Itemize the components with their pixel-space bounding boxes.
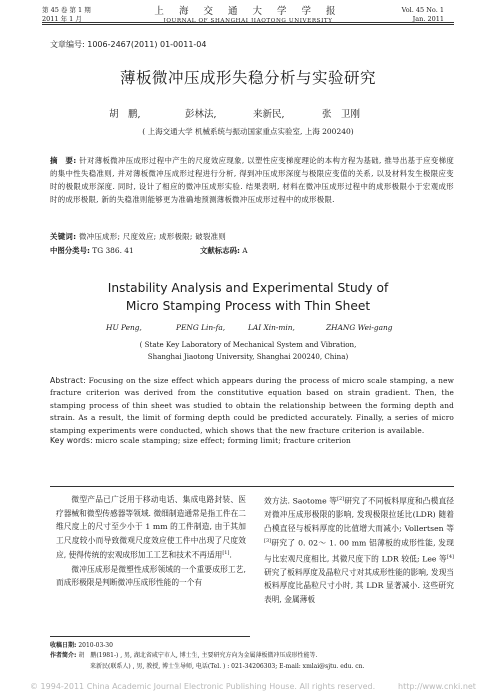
author-bio-label: 作者简介: bbox=[50, 652, 77, 660]
copyright-text: © 1994-2011 China Academic Journal Electronic Publishing House. All rights reserved. bbox=[30, 682, 376, 691]
header-date-cn: 2011 年 1 月 bbox=[42, 14, 82, 23]
keywords-cn bbox=[50, 231, 226, 242]
body-text: 微型产品已广泛用于移动电话、集成电路封装、医疗器械和微型传感器等领域. 微细制造通常是指工件在二维尺度上的尺寸至少小于 1 mm 的工件制造, 由于其加工尺度较小而导致微观尺度效应使工件中出现了尺度效应, 使得传统的宏观成形加工工艺和技术不再适用 bbox=[56, 495, 246, 560]
abstract-cn bbox=[50, 154, 454, 206]
abstract-label-cn: 摘 要: bbox=[50, 156, 77, 165]
abstract-text-cn: 针对薄板微冲压成形过程中产生的尺度效应现象, 以塑性应变梯度理论的本构方程为基础, 推导出基于应变梯度的集中性失稳准则, 并对薄板微冲压成形过程进行分析, 得到冲压成形深度与极限应变值的关系, 以及材料发生极限应变时的极限成形深度. 同时, 设计了相应的微冲压成形实验. 结果表明, 材料在微冲压成形过程中的成形极限小于宏观成形时的成形极限, 新的失稳准则能够更为准确地预测薄板微冲压成形过程中的成形极限. bbox=[50, 156, 455, 204]
author-bio bbox=[50, 651, 454, 661]
body-paragraph bbox=[264, 493, 454, 606]
title-en-line1: Instability Analysis and Experimental Study of bbox=[107, 281, 389, 295]
header-volume-cn bbox=[42, 6, 91, 23]
journal-name-en: JOURNAL OF SHANGHAI JIAOTONG UNIVERSITY bbox=[163, 18, 333, 24]
abstract-en bbox=[50, 375, 454, 437]
author-cn: 来新民, bbox=[253, 109, 285, 120]
body-text: 研究了不同板料厚度和凸模直径对微冲压成形极限的影响, 发现极限拉延比(LDR) 随着凸模直径与板料厚度的比值增大而减小; Vollertsen 等 bbox=[264, 496, 454, 533]
header-rule bbox=[42, 22, 454, 23]
footnote bbox=[50, 641, 454, 672]
classification-line bbox=[50, 245, 454, 256]
clc-value: TG 386. 41 bbox=[92, 246, 134, 255]
footnote-rule bbox=[50, 636, 250, 637]
journal-name-cn: 上 海 交 通 大 学 学 报 bbox=[154, 6, 342, 17]
clc-label: 中图分类号: bbox=[50, 246, 90, 255]
keywords-text-en: micro scale stamping; size effect; forming limit; fracture criterion bbox=[95, 436, 351, 445]
citation-ref: [4] bbox=[446, 553, 454, 560]
affiliation-cn: ( 上海交通大学 机械系统与振动国家重点实验室, 上海 200240) bbox=[142, 127, 354, 136]
header-vol-cn: 第 45 卷 第 1 期 bbox=[42, 6, 91, 14]
body-text: 研究了 0. 02～ 1. 00 mm 铝薄板的成形性能, 发现与比宏观尺度相比, 其微尺度下的 LDR 较低; Lee 等 bbox=[264, 538, 454, 564]
author-bio-2: 来新民(联系人) , 男, 教授, 博士生导师, 电话(Tel. ) : 021-34206303; E-mail: xmlai@sjtu. edu. cn. bbox=[90, 662, 365, 670]
keywords-label-en: Key words: bbox=[50, 436, 93, 445]
body-text: 效方法. Saotome 等 bbox=[264, 496, 338, 506]
body-text: . bbox=[229, 550, 232, 560]
affiliation-en bbox=[42, 339, 454, 363]
author-cn: 胡 鹏, bbox=[109, 109, 141, 120]
body-text: 研究了板料厚度及晶粒尺寸对其成形性能的影响, 发现当板料厚度比晶粒尺寸小时, 其 LDR 显著减小. 这些研究表明, 金属薄板 bbox=[264, 567, 454, 604]
header-rule-thin bbox=[42, 24, 454, 25]
author-bio-1: 胡 鹏(1981-) , 男, 湖北省咸宁市人, 博士生, 主要研究方向为金属薄板微冲压成形性能等. bbox=[78, 652, 318, 660]
author-cn: 张 卫刚 bbox=[322, 109, 361, 120]
paper-title-en bbox=[42, 279, 454, 315]
body-paragraph bbox=[56, 493, 246, 563]
citation-ref: [3] bbox=[264, 538, 272, 545]
header-journal bbox=[130, 3, 366, 24]
article-number: 文章编号: 1006-2467(2011) 01-0011-04 bbox=[50, 40, 207, 49]
keywords-label-cn: 关键词: bbox=[50, 232, 77, 241]
header-vol-en: Vol. 45 No. 1 bbox=[401, 6, 444, 14]
paper-title-cn: 薄板微冲压成形失稳分析与实验研究 bbox=[119, 69, 376, 87]
footer-url[interactable]: http://www.cnki.net bbox=[398, 682, 476, 691]
author-cn: 彭林法, bbox=[185, 109, 217, 120]
abstract-text-en: Focusing on the size effect which appears during the process of micro scale stamping, a new fracture criterion was derived from the constitutive equation based on strain gradient. Then, the stamping process of thin sheet was studied to obtain the relationship between the forming depth and strain. As a result, the limit of forming depth could be predicted accurately. Finally, a series of micro stamping experiments were conducted, which shows that the new fracture criterion is available. bbox=[50, 376, 455, 435]
citation-ref: [2] bbox=[337, 496, 345, 502]
doc-code-value: A bbox=[242, 246, 248, 255]
title-en-line2: Micro Stamping Process with Thin Sheet bbox=[125, 299, 371, 313]
keywords-text-cn: 微冲压成形; 尺度效应; 成形极限; 破裂准则 bbox=[78, 232, 227, 241]
body-paragraph: 微冲压成形是微塑性成形领域的一个重要成形工艺, 而成形极限是判断微冲压成形性能的一个有 bbox=[56, 564, 246, 588]
doc-code-label: 文献标志码: bbox=[200, 246, 240, 255]
received-value: 2010-03-30 bbox=[78, 642, 113, 649]
author-en: HU Peng, bbox=[106, 323, 142, 332]
header-volume-en bbox=[402, 6, 444, 23]
section-divider bbox=[50, 486, 454, 487]
author-en: LAI Xin-min, bbox=[248, 323, 295, 332]
received-date bbox=[50, 641, 454, 651]
citation-ref: [1] bbox=[222, 550, 230, 557]
body-column-right bbox=[264, 493, 454, 606]
header-date-en: Jan. 2011 bbox=[412, 14, 444, 23]
affiliation-en-line1: ( State Key Laboratory of Mechanical System and Vibration, bbox=[139, 340, 357, 349]
affiliation-en-line2: Shanghai Jiaotong University, Shanghai 200240, China) bbox=[147, 352, 349, 361]
body-column-left bbox=[56, 493, 246, 590]
author-en: PENG Lin-fa, bbox=[176, 323, 226, 332]
received-label: 收稿日期: bbox=[50, 642, 77, 649]
keywords-en bbox=[50, 436, 351, 445]
author-en: ZHANG Wei-gang bbox=[326, 323, 393, 332]
abstract-label-en: Abstract: bbox=[50, 376, 86, 385]
